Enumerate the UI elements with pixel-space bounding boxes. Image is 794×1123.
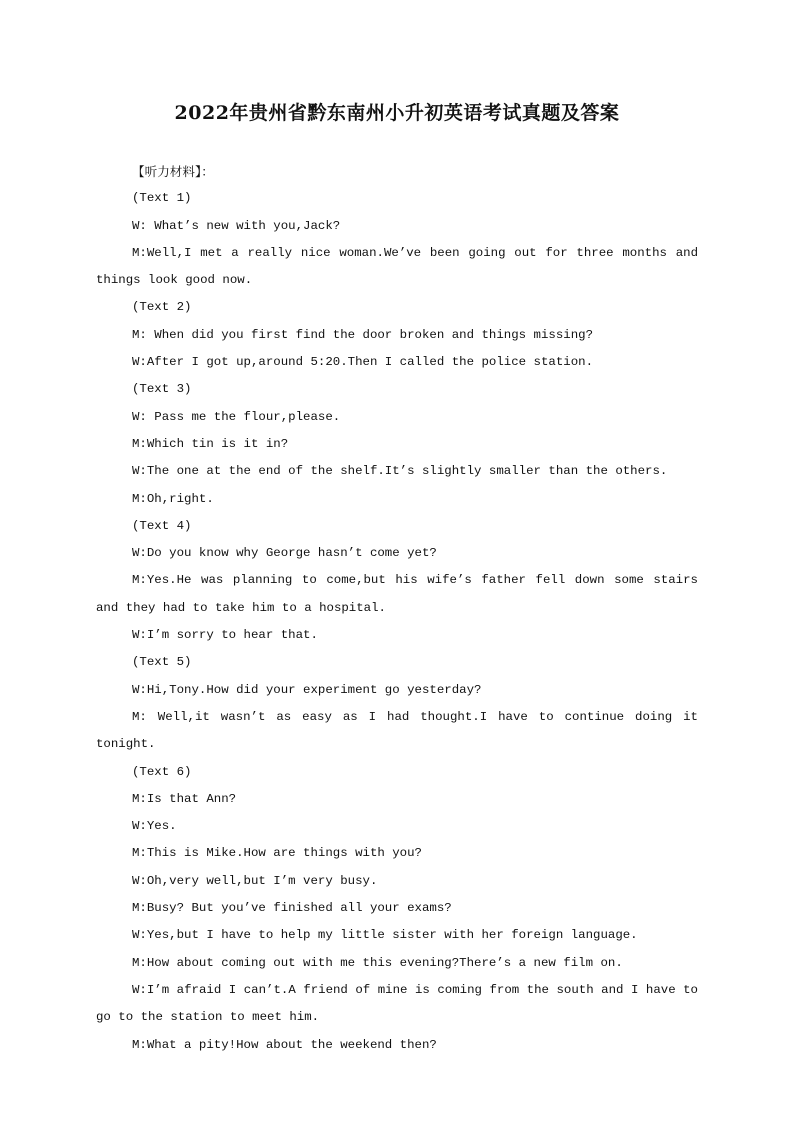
transcript-line: (Text 6) bbox=[132, 764, 192, 779]
transcript-line: M: When did you first find the door broken and things missing? bbox=[132, 327, 594, 342]
transcript-line: W: What’s new with you,Jack? bbox=[132, 218, 341, 233]
transcript-line: M:Which tin is it in? bbox=[132, 436, 289, 451]
transcript-line: (Text 2) bbox=[132, 300, 192, 315]
transcript-line: W:Oh,very well,but I’m very busy. bbox=[132, 873, 378, 888]
transcript-line: W:Yes,but I have to help my little sister with her foreign language. bbox=[132, 928, 638, 943]
transcript-line: W:I’m afraid I can’t.A friend of mine is coming from the south and I have to go to the station to meet him. bbox=[96, 982, 698, 1025]
transcript-line: M:Is that Ann? bbox=[132, 791, 237, 806]
transcript-line: W:The one at the end of the shelf.It’s slightly smaller than the others. bbox=[132, 464, 668, 479]
transcript-line: M:Yes.He was planning to come,but his wife’s father fell down some stairs and they had to take him to a hospital. bbox=[96, 573, 698, 615]
transcript-line: M:Busy? But you’ve finished all your exams? bbox=[132, 901, 452, 916]
transcript-line: M:Oh,right. bbox=[132, 491, 214, 506]
section-heading: 【听力材料】： bbox=[132, 164, 214, 179]
document-title: 2022年贵州省黔东南州小升初英语考试真题及答案 bbox=[174, 102, 620, 124]
transcript-line: M:This is Mike.How are things with you? bbox=[132, 846, 422, 861]
transcript-line: (Text 1) bbox=[132, 191, 192, 206]
transcript-line: W:Yes. bbox=[132, 819, 177, 834]
transcript-line: M:How about coming out with me this evening?There’s a new film on. bbox=[132, 955, 623, 970]
listening-transcript bbox=[96, 158, 698, 1059]
transcript-line: W:Hi,Tony.How did your experiment go yesterday? bbox=[132, 682, 482, 697]
transcript-line: M:Well,I met a really nice woman.We’ve been going out for three months and things look good now. bbox=[96, 245, 698, 288]
transcript-line: (Text 3) bbox=[132, 382, 192, 397]
transcript-line: W:Do you know why George hasn’t come yet? bbox=[132, 546, 437, 561]
transcript-line: M: Well,it wasn’t as easy as I had thought.I have to continue doing it tonight. bbox=[96, 709, 698, 752]
transcript-line: (Text 5) bbox=[132, 655, 192, 670]
transcript-line: W: Pass me the flour,please. bbox=[132, 409, 341, 424]
transcript-line: W:After I got up,around 5:20.Then I called the police station. bbox=[132, 355, 594, 370]
transcript-line: (Text 4) bbox=[132, 518, 192, 533]
transcript-line: M:What a pity!How about the weekend then? bbox=[132, 1037, 437, 1052]
transcript-line: W:I’m sorry to hear that. bbox=[132, 628, 318, 643]
